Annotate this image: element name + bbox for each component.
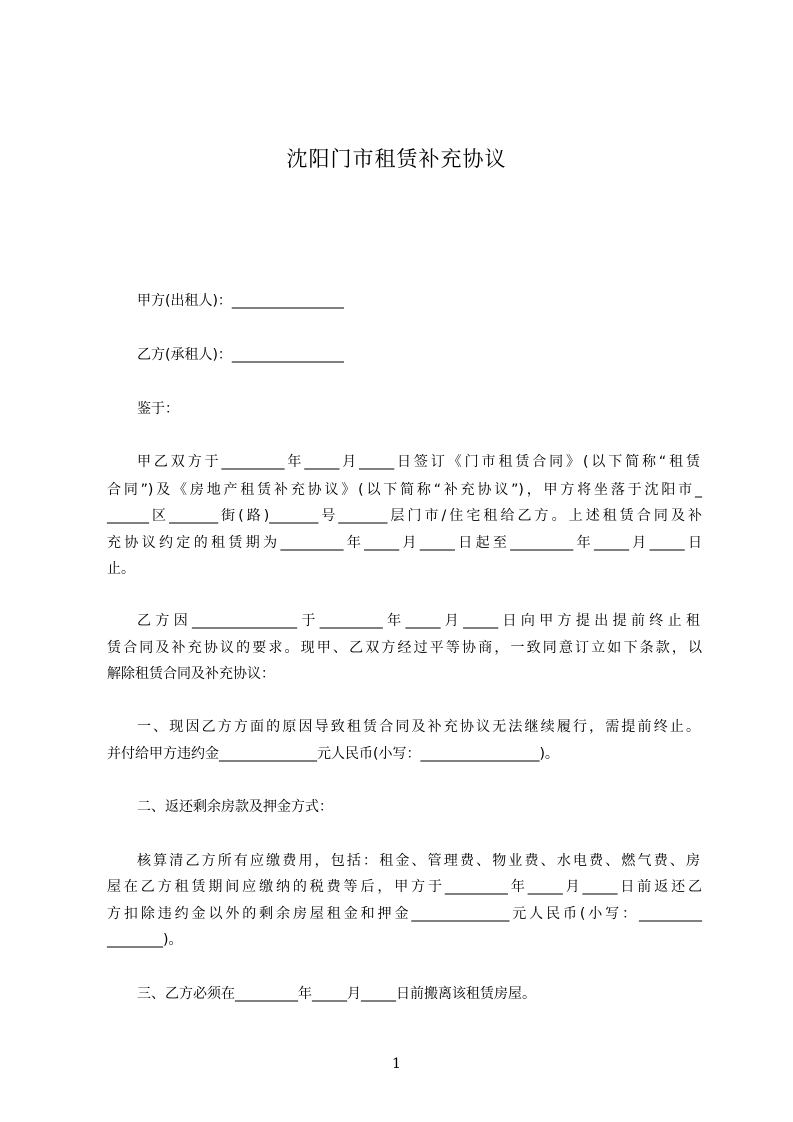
party-b-line: 乙方(承租人)：________________	[137, 347, 344, 363]
clause-2-body-line: 方扣除违约金以外的剩余房屋租金和押金______________元人民币(小写：_________	[107, 906, 702, 922]
paragraph-2-line: 赁合同及补充协议的要求。现甲、乙双方经过平等协商，一致同意订立如下条款，以	[107, 640, 702, 656]
page-number: 1	[392, 1056, 401, 1072]
paragraph-1-line: ______区_______街(路)_______号_______层门市/住宅租给乙方。上述租赁合同及补	[107, 508, 702, 524]
document-title: 沈阳门市租赁补充协议	[286, 147, 507, 171]
clause-2-body-line: 核算清乙方所有应缴费用，包括：租金、管理费、物业费、水电费、燃气费、房	[137, 853, 700, 869]
paragraph-2-line: 解除租赁合同及补充协议：	[107, 666, 275, 682]
clause-2-heading: 二、返还剩余房款及押金方式：	[137, 799, 333, 815]
clause-1-line: 并付给甲方违约金______________元人民币(小写：_________________)。	[107, 746, 559, 762]
party-a-line: 甲方(出租人)：________________	[137, 293, 344, 309]
clause-2-body-line: ________)。	[107, 932, 183, 948]
paragraph-1-line: 甲乙双方于_________年_____月_____日签订《门市租赁合同》(以下简称“租赁	[137, 454, 700, 470]
clause-2-body-line: 屋在乙方租赁期间应缴纳的税费等后，甲方于_________年_____月_____日前返还乙	[107, 879, 702, 895]
paragraph-1-line: 充协议约定的租赁期为_________年_____月_____日起至_________年_____月_____日	[107, 535, 702, 551]
clause-1-line: 一、现因乙方方面的原因导致租赁合同及补充协议无法继续履行，需提前终止。	[137, 719, 700, 735]
paragraph-1-line: 止。	[107, 561, 135, 577]
paragraph-2-line: 乙方因_______________于_________年_____月_____日向甲方提出提前终止租	[137, 613, 700, 629]
clause-3-line: 三、乙方必须在_________年_____月_____日前搬离该租赁房屋。	[137, 986, 536, 1002]
paragraph-1-line: 合同”)及《房地产租赁补充协议》(以下简称“补充协议”)，甲方将坐落于沈阳市_	[107, 482, 702, 498]
whereas-label: 鉴于：	[137, 401, 179, 417]
